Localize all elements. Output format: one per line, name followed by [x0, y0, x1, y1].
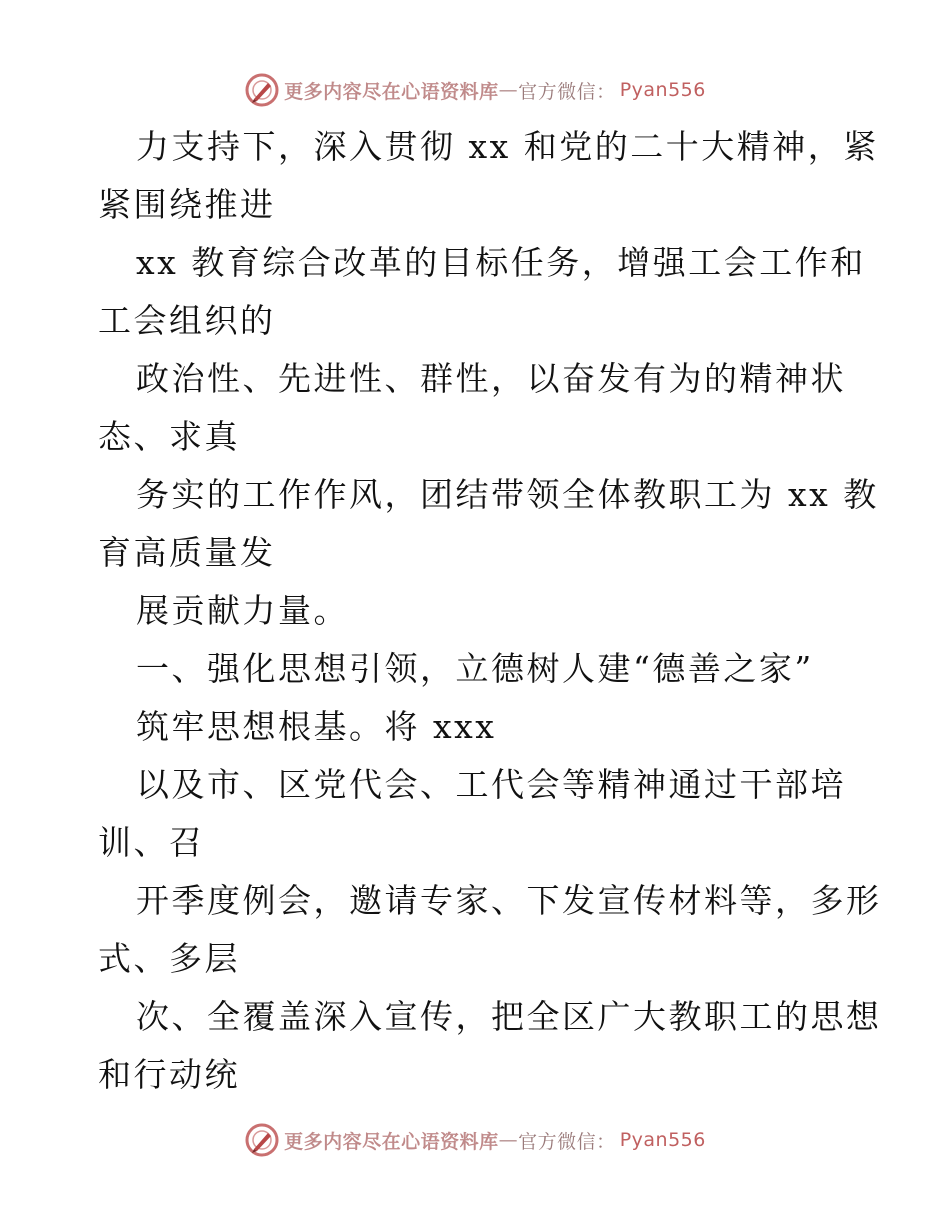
text-line: 务实的工作作风，团结带领全体教职工为 xx 教	[136, 475, 879, 514]
text-line: 以及市、区党代会、工代会等精神通过干部培	[136, 765, 846, 804]
header-banner	[0, 70, 950, 110]
text-line: 和行动统	[98, 1055, 240, 1094]
banner-dash: —	[498, 1129, 519, 1151]
banner-wechat-id: Pyan556	[619, 79, 706, 101]
text-line: 工会组织的	[98, 301, 276, 340]
banner-dash: —	[498, 79, 519, 101]
text-line: xx 教育综合改革的目标任务，增强工会工作和	[136, 243, 866, 282]
banner-official-label: 官方微信：	[518, 1130, 616, 1153]
banner-brand-text: 更多内容尽在心语资料库	[284, 1130, 499, 1153]
text-line: 态、求真	[98, 417, 240, 456]
banner-brand-text: 更多内容尽在心语资料库	[284, 80, 499, 103]
text-line: 式、多层	[98, 939, 240, 978]
text-line: 紧围绕推进	[98, 185, 276, 224]
text-line: 育高质量发	[98, 533, 276, 572]
document-body	[98, 118, 882, 1104]
pen-logo-icon	[244, 72, 280, 108]
text-line: 一、强化思想引领，立德树人建“德善之家”	[136, 649, 814, 688]
banner-wechat-id: Pyan556	[619, 1129, 706, 1151]
text-line: 开季度例会，邀请专家、下发宣传材料等，多形	[136, 881, 882, 920]
banner-official-label: 官方微信：	[518, 80, 616, 103]
footer-banner	[0, 1120, 950, 1160]
text-line: 展贡献力量。	[136, 591, 349, 630]
text-line: 政治性、先进性、群性，以奋发有为的精神状	[136, 359, 846, 398]
pen-logo-icon	[244, 1122, 280, 1158]
text-line: 次、全覆盖深入宣传，把全区广大教职工的思想	[136, 997, 882, 1036]
text-line: 训、召	[98, 823, 205, 862]
text-line: 力支持下，深入贯彻 xx 和党的二十大精神，紧	[136, 127, 879, 166]
text-line: 筑牢思想根基。将 xxx	[136, 707, 497, 746]
